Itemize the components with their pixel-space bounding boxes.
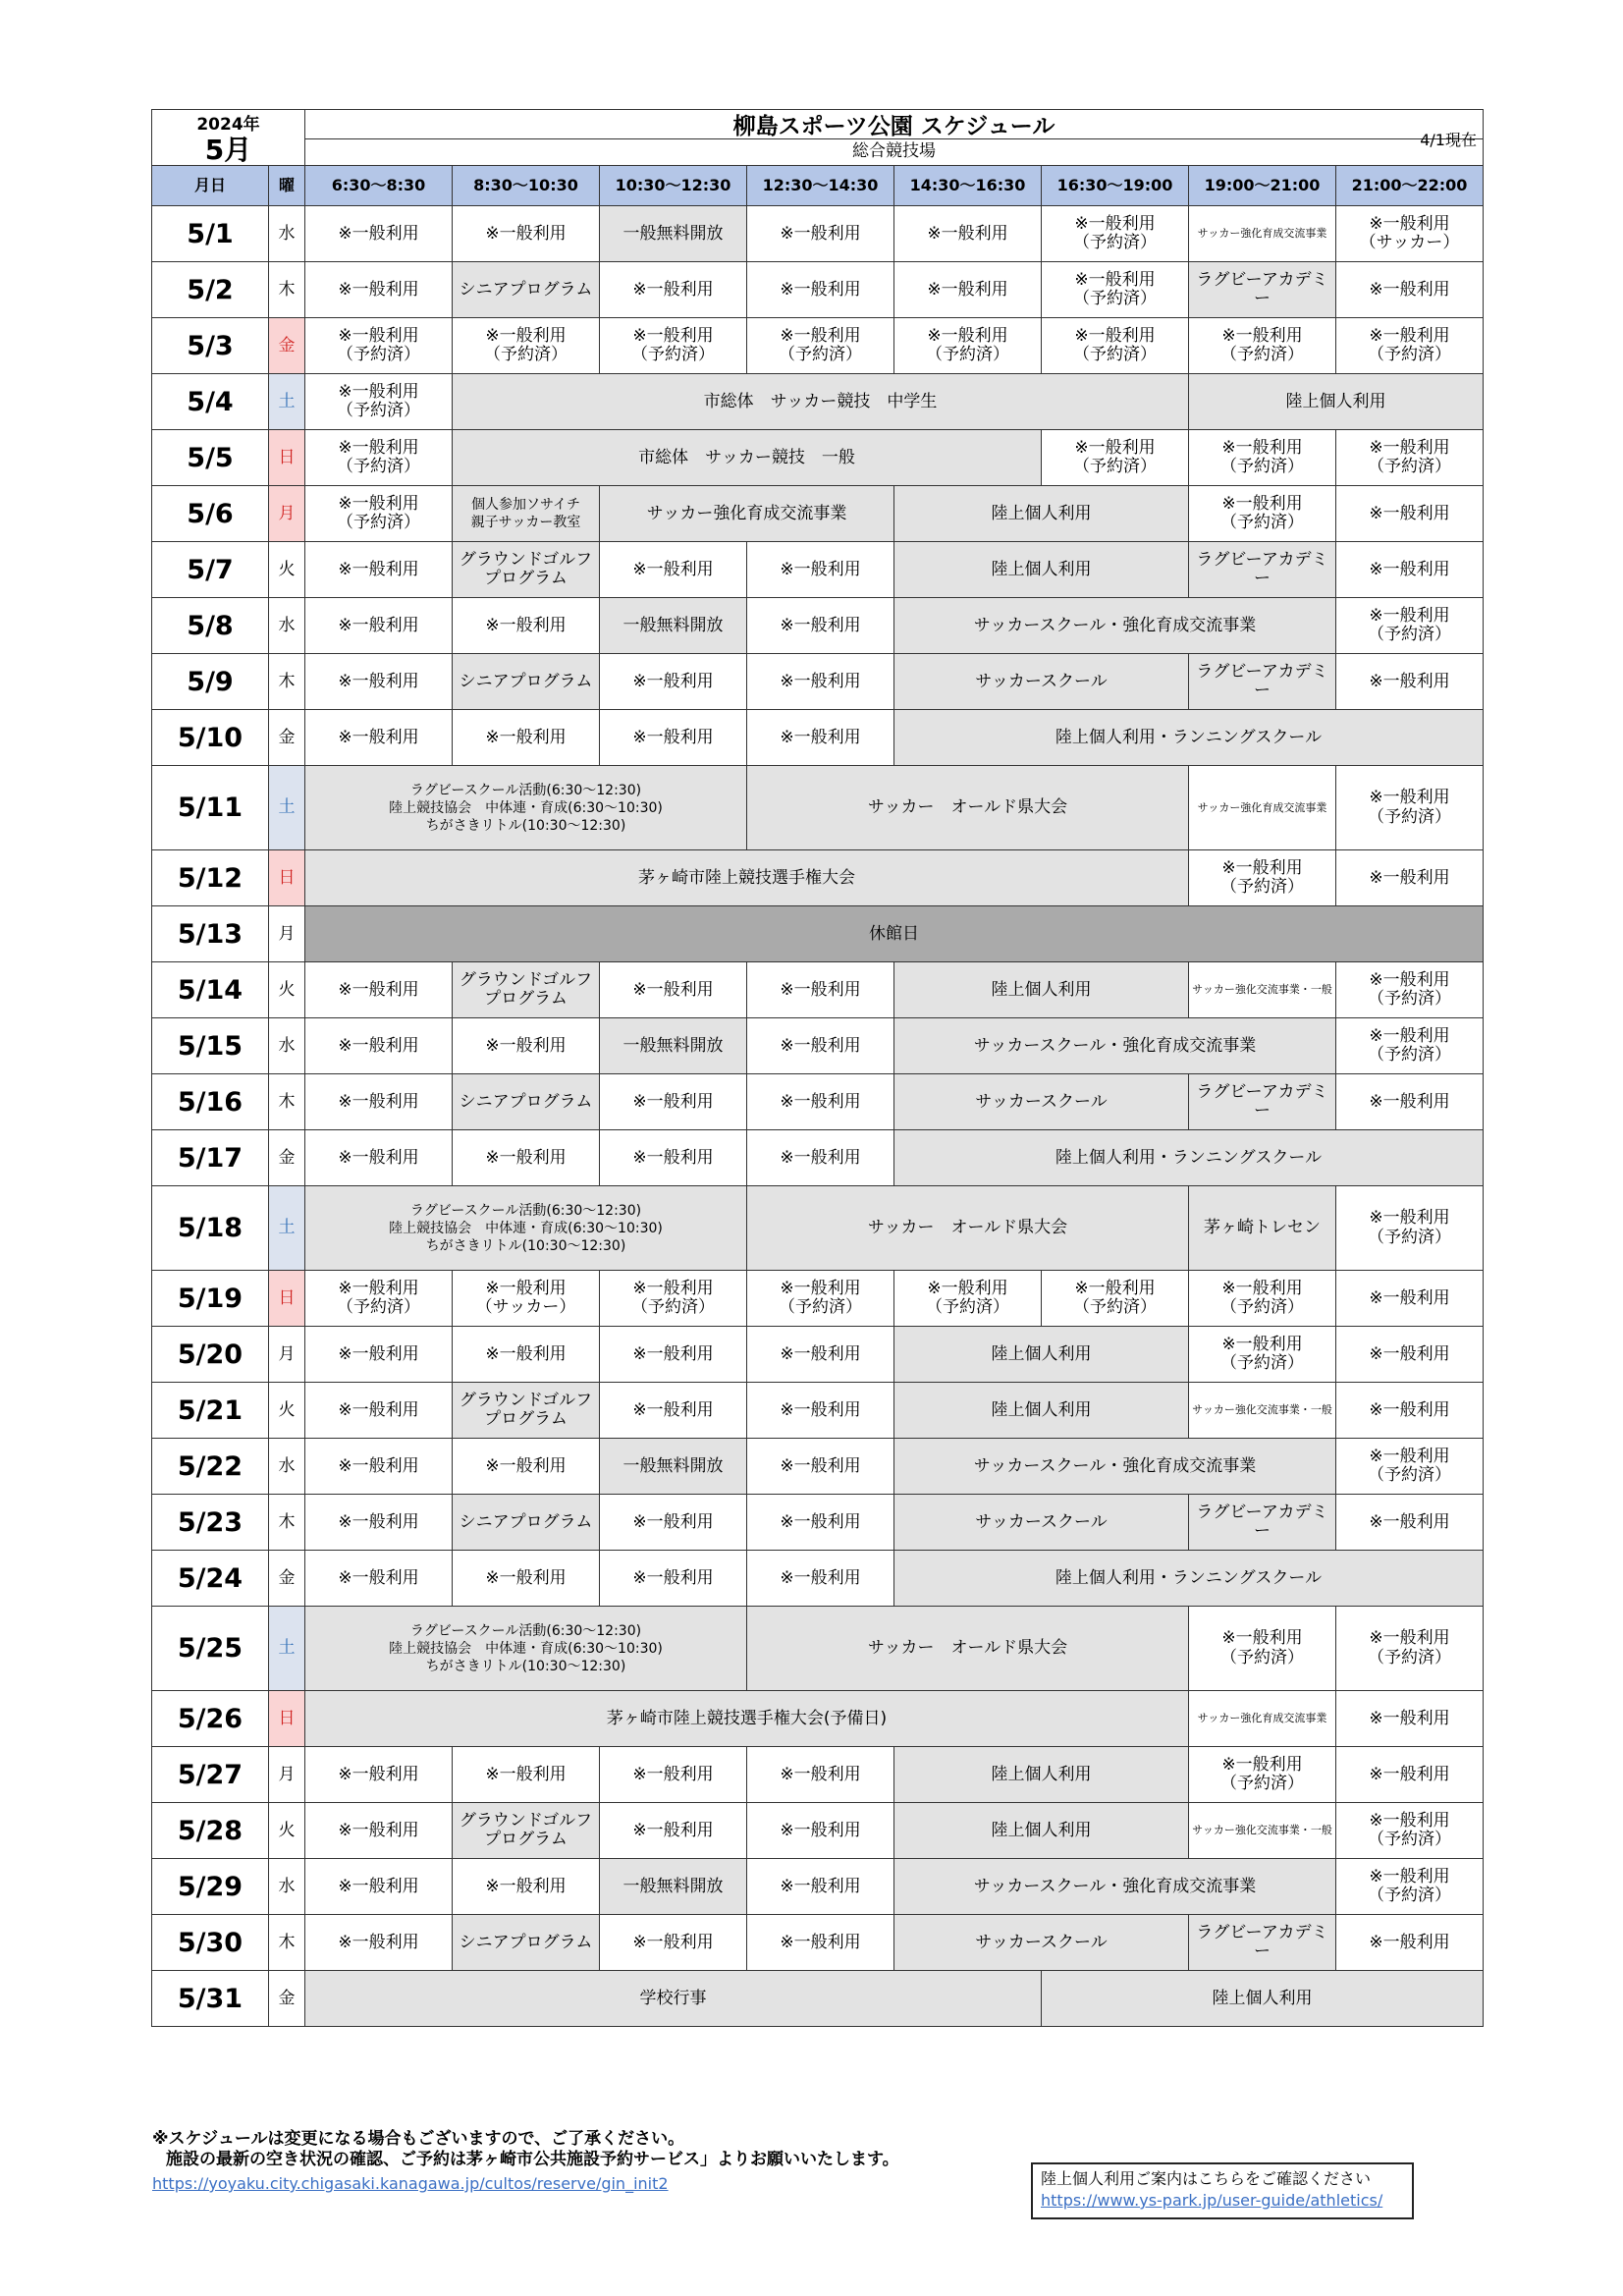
schedule-row [152, 1495, 1484, 1551]
date-cell: 5/21 [152, 1383, 269, 1439]
date-cell: 5/26 [152, 1691, 269, 1747]
year-label: 2024年 [196, 115, 260, 135]
schedule-row [152, 710, 1484, 766]
column-header: 12:30～14:30 [747, 166, 894, 206]
schedule-table [151, 109, 1484, 2027]
date-cell: 5/19 [152, 1271, 269, 1327]
weekday-cell: 火 [269, 542, 305, 598]
weekday-cell: 木 [269, 262, 305, 318]
schedule-cell: ※一般利用 [305, 1747, 453, 1803]
date-cell: 5/2 [152, 262, 269, 318]
note-reservation: 施設の最新の空き状況の確認、ご予約は茅ヶ崎市公共施設予約サービス」よりお願いいたします。 [166, 2150, 899, 2169]
schedule-cell: ※一般利用 [600, 262, 747, 318]
schedule-cell: 陸上個人利用・ランニングスクール [894, 1551, 1484, 1607]
schedule-cell: ※一般利用 [453, 1130, 600, 1186]
schedule-cell: サッカースクール [894, 1074, 1189, 1130]
date-cell: 5/8 [152, 598, 269, 654]
schedule-cell: シニアプログラム [453, 1495, 600, 1551]
schedule-cell: ※一般利用 （予約済） [1042, 1271, 1189, 1327]
weekday-cell: 土 [269, 766, 305, 850]
column-header: 14:30～16:30 [894, 166, 1042, 206]
date-cell: 5/10 [152, 710, 269, 766]
schedule-cell: 陸上個人利用 [894, 1383, 1189, 1439]
schedule-cell: 市総体 サッカー競技 中学生 [453, 374, 1189, 430]
schedule-cell: ※一般利用 （予約済） [1189, 1271, 1336, 1327]
schedule-cell: ※一般利用 （予約済） [1189, 318, 1336, 374]
schedule-cell: ※一般利用 [1336, 1691, 1484, 1747]
schedule-cell: ※一般利用 [894, 206, 1042, 262]
schedule-cell: 学校行事 [305, 1971, 1042, 2027]
schedule-cell: ※一般利用 [600, 1327, 747, 1383]
column-header: 月日 [152, 166, 269, 206]
schedule-cell: ※一般利用 （予約済） [1336, 1803, 1484, 1859]
schedule-cell: 茅ヶ崎市陸上競技選手権大会 [305, 850, 1189, 906]
column-header: 10:30～12:30 [600, 166, 747, 206]
schedule-row [152, 598, 1484, 654]
schedule-cell: ※一般利用 （予約済） [1336, 1186, 1484, 1271]
schedule-cell: 市総体 サッカー競技 一般 [453, 430, 1042, 486]
schedule-row [152, 1383, 1484, 1439]
weekday-cell: 月 [269, 906, 305, 962]
schedule-cell: ※一般利用 [747, 206, 894, 262]
schedule-cell: ※一般利用 [305, 654, 453, 710]
date-cell: 5/3 [152, 318, 269, 374]
weekday-cell: 水 [269, 1018, 305, 1074]
schedule-cell: ※一般利用 [747, 1074, 894, 1130]
schedule-cell: ※一般利用 [1336, 1271, 1484, 1327]
weekday-cell: 日 [269, 850, 305, 906]
schedule-cell: ※一般利用 [1336, 1915, 1484, 1971]
column-header: 19:00～21:00 [1189, 166, 1336, 206]
notes-block [152, 2129, 1016, 2195]
schedule-cell: ※一般利用 [747, 1439, 894, 1495]
schedule-cell: サッカー強化育成交流事業 [1189, 1691, 1336, 1747]
schedule-cell: ※一般利用 （予約済） [1336, 1439, 1484, 1495]
schedule-cell: ※一般利用 （予約済） [1336, 1018, 1484, 1074]
schedule-cell: ※一般利用 [747, 1915, 894, 1971]
schedule-cell: 一般無料開放 [600, 1439, 747, 1495]
schedule-cell: サッカースクール・強化育成交流事業 [894, 1439, 1336, 1495]
schedule-cell: ※一般利用 [747, 1383, 894, 1439]
schedule-cell: ※一般利用 [1336, 1074, 1484, 1130]
schedule-cell: ※一般利用 （予約済） [305, 430, 453, 486]
schedule-cell: ※一般利用 （予約済） [1336, 1859, 1484, 1915]
schedule-cell: ラグビーアカデミー [1189, 542, 1336, 598]
schedule-cell: グラウンドゴルフ プログラム [453, 962, 600, 1018]
month-label: 5月 [204, 133, 252, 166]
weekday-cell: 月 [269, 486, 305, 542]
schedule-row [152, 542, 1484, 598]
schedule-cell: ※一般利用 [894, 262, 1042, 318]
date-cell: 5/18 [152, 1186, 269, 1271]
schedule-cell: 陸上個人利用 [894, 1747, 1189, 1803]
weekday-cell: 火 [269, 1383, 305, 1439]
schedule-cell: ※一般利用 （予約済） [453, 318, 600, 374]
schedule-row [152, 1130, 1484, 1186]
schedule-cell: サッカースクール・強化育成交流事業 [894, 598, 1336, 654]
weekday-cell: 金 [269, 318, 305, 374]
schedule-cell: サッカー強化交流事業・一般 [1189, 1803, 1336, 1859]
schedule-row [152, 1439, 1484, 1495]
schedule-cell: 一般無料開放 [600, 206, 747, 262]
schedule-cell: ※一般利用 [305, 1130, 453, 1186]
info-box-label: 陸上個人利用ご案内はこちらをご確認ください [1041, 2169, 1372, 2188]
weekday-cell: 日 [269, 1691, 305, 1747]
schedule-cell: ※一般利用 （予約済） [747, 1271, 894, 1327]
weekday-cell: 火 [269, 1803, 305, 1859]
column-header: 曜 [269, 166, 305, 206]
schedule-cell: シニアプログラム [453, 1915, 600, 1971]
schedule-cell: ※一般利用 [453, 1018, 600, 1074]
schedule-cell: シニアプログラム [453, 1074, 600, 1130]
date-cell: 5/9 [152, 654, 269, 710]
date-cell: 5/5 [152, 430, 269, 486]
schedule-cell: ※一般利用 [305, 1495, 453, 1551]
schedule-cell: ※一般利用 [453, 1439, 600, 1495]
weekday-cell: 木 [269, 1495, 305, 1551]
schedule-cell: ※一般利用 （予約済） [305, 1271, 453, 1327]
weekday-cell: 水 [269, 598, 305, 654]
schedule-cell: ※一般利用 （予約済） [1336, 766, 1484, 850]
schedule-cell: 茅ヶ崎市陸上競技選手権大会(予備日) [305, 1691, 1189, 1747]
schedule-cell: 一般無料開放 [600, 598, 747, 654]
schedule-cell: ※一般利用 [747, 1018, 894, 1074]
weekday-cell: 木 [269, 1074, 305, 1130]
schedule-cell: ※一般利用 [305, 962, 453, 1018]
weekday-cell: 木 [269, 1915, 305, 1971]
schedule-row [152, 1747, 1484, 1803]
schedule-cell: ※一般利用 （サッカー） [453, 1271, 600, 1327]
schedule-cell: ※一般利用 （予約済） [1042, 318, 1189, 374]
weekday-cell: 土 [269, 1607, 305, 1691]
schedule-cell: ※一般利用 [305, 206, 453, 262]
schedule-cell: ラグビーアカデミー [1189, 262, 1336, 318]
schedule-cell: 茅ヶ崎トレセン [1189, 1186, 1336, 1271]
schedule-cell: シニアプログラム [453, 654, 600, 710]
schedule-cell: ※一般利用 （予約済） [894, 318, 1042, 374]
date-cell: 5/28 [152, 1803, 269, 1859]
schedule-cell: ※一般利用 （予約済） [1336, 430, 1484, 486]
column-header: 6:30～8:30 [305, 166, 453, 206]
schedule-row [152, 1971, 1484, 2027]
schedule-cell: ※一般利用 （予約済） [305, 486, 453, 542]
schedule-cell: ※一般利用 [305, 710, 453, 766]
schedule-cell: ※一般利用 （予約済） [1042, 262, 1189, 318]
schedule-row [152, 1074, 1484, 1130]
schedule-cell: ※一般利用 [747, 542, 894, 598]
date-cell: 5/20 [152, 1327, 269, 1383]
schedule-cell: サッカー オールド県大会 [747, 1607, 1189, 1691]
date-cell: 5/7 [152, 542, 269, 598]
schedule-cell: 個人参加ソサイチ 親子サッカー教室 [453, 486, 600, 542]
schedule-cell: ※一般利用 （予約済） [1189, 1747, 1336, 1803]
schedule-cell: ※一般利用 [453, 1747, 600, 1803]
schedule-cell: サッカースクール・強化育成交流事業 [894, 1018, 1336, 1074]
schedule-cell: 陸上個人利用 [894, 1327, 1189, 1383]
schedule-cell: ※一般利用 （予約済） [1336, 962, 1484, 1018]
schedule-row [152, 1186, 1484, 1271]
weekday-cell: 月 [269, 1327, 305, 1383]
schedule-cell: ※一般利用 [1336, 654, 1484, 710]
schedule-cell: ※一般利用 [747, 1551, 894, 1607]
schedule-cell: ※一般利用 [453, 206, 600, 262]
date-cell: 5/22 [152, 1439, 269, 1495]
venue-label: 総合競技場 [305, 139, 1484, 166]
schedule-cell: ※一般利用 [1336, 486, 1484, 542]
as-of-date: 4/1現在 [1420, 131, 1477, 149]
date-cell: 5/13 [152, 906, 269, 962]
schedule-cell: 陸上個人利用 [894, 1803, 1189, 1859]
weekday-cell: 月 [269, 1747, 305, 1803]
schedule-cell: ラグビースクール活動(6:30～12:30) 陸上競技協会 中体連・育成(6:30～10:30) ちがさきリトル(10:30～12:30) [305, 766, 747, 850]
year-month-cell [152, 110, 305, 166]
schedule-row [152, 262, 1484, 318]
date-cell: 5/4 [152, 374, 269, 430]
schedule-cell: ※一般利用 [1336, 262, 1484, 318]
date-cell: 5/1 [152, 206, 269, 262]
schedule-cell: 陸上個人利用 [1042, 1971, 1484, 2027]
date-cell: 5/11 [152, 766, 269, 850]
schedule-row [152, 962, 1484, 1018]
date-cell: 5/15 [152, 1018, 269, 1074]
schedule-cell: ※一般利用 [747, 598, 894, 654]
schedule-cell: ※一般利用 （予約済） [894, 1271, 1042, 1327]
schedule-cell: ※一般利用 [600, 1074, 747, 1130]
schedule-cell: ※一般利用 （予約済） [1336, 318, 1484, 374]
schedule-cell: ※一般利用 [1336, 1383, 1484, 1439]
schedule-cell: ラグビーアカデミー [1189, 1074, 1336, 1130]
schedule-cell: ※一般利用 [453, 710, 600, 766]
weekday-cell: 水 [269, 1439, 305, 1495]
schedule-row [152, 1327, 1484, 1383]
schedule-cell: 陸上個人利用 [1189, 374, 1484, 430]
schedule-row [152, 318, 1484, 374]
schedule-cell: ※一般利用 [747, 710, 894, 766]
schedule-cell: ※一般利用 [305, 598, 453, 654]
schedule-cell: ※一般利用 [305, 542, 453, 598]
schedule-cell: ※一般利用 [600, 962, 747, 1018]
schedule-cell: ※一般利用 （予約済） [747, 318, 894, 374]
schedule-row [152, 906, 1484, 962]
schedule-cell: サッカー強化育成交流事業 [600, 486, 894, 542]
schedule-cell: ※一般利用 [600, 1383, 747, 1439]
schedule-cell: ※一般利用 [453, 1859, 600, 1915]
date-cell: 5/29 [152, 1859, 269, 1915]
schedule-row [152, 1551, 1484, 1607]
schedule-cell: ラグビーアカデミー [1189, 1915, 1336, 1971]
weekday-cell: 日 [269, 1271, 305, 1327]
schedule-cell: 陸上個人利用 [894, 542, 1189, 598]
schedule-cell: ※一般利用 [453, 1327, 600, 1383]
weekday-cell: 土 [269, 1186, 305, 1271]
schedule-cell: ※一般利用 [1336, 542, 1484, 598]
schedule-cell: ※一般利用 （予約済） [1189, 430, 1336, 486]
date-cell: 5/24 [152, 1551, 269, 1607]
date-cell: 5/17 [152, 1130, 269, 1186]
weekday-cell: 金 [269, 710, 305, 766]
schedule-cell: ※一般利用 [305, 1859, 453, 1915]
schedule-cell: ※一般利用 （予約済） [1189, 850, 1336, 906]
schedule-cell: ※一般利用 （予約済） [1042, 206, 1189, 262]
schedule-cell: ※一般利用 [1336, 1495, 1484, 1551]
date-cell: 5/27 [152, 1747, 269, 1803]
schedule-cell: ※一般利用 [600, 1495, 747, 1551]
schedule-cell: ※一般利用 （予約済） [600, 1271, 747, 1327]
schedule-cell: サッカースクール [894, 1915, 1189, 1971]
column-header: 21:00～22:00 [1336, 166, 1484, 206]
schedule-row [152, 1691, 1484, 1747]
schedule-cell: サッカー強化交流事業・一般 [1189, 962, 1336, 1018]
weekday-cell: 金 [269, 1551, 305, 1607]
schedule-cell: ※一般利用 [747, 1327, 894, 1383]
schedule-cell: ※一般利用 [305, 1439, 453, 1495]
schedule-cell: ※一般利用 （サッカー） [1336, 206, 1484, 262]
schedule-cell: ラグビーアカデミー [1189, 654, 1336, 710]
schedule-row [152, 486, 1484, 542]
schedule-cell: サッカー強化育成交流事業 [1189, 766, 1336, 850]
date-cell: 5/14 [152, 962, 269, 1018]
schedule-cell: 陸上個人利用 [894, 962, 1189, 1018]
schedule-cell: 一般無料開放 [600, 1859, 747, 1915]
schedule-cell: 一般無料開放 [600, 1018, 747, 1074]
schedule-cell: ※一般利用 [600, 542, 747, 598]
schedule-cell: ※一般利用 [747, 1495, 894, 1551]
schedule-cell: ※一般利用 [1336, 1747, 1484, 1803]
schedule-cell: ラグビーアカデミー [1189, 1495, 1336, 1551]
date-cell: 5/12 [152, 850, 269, 906]
reservation-link[interactable]: https://yoyaku.city.chigasaki.kanagawa.jp/cultos/reserve/gin_init2 [152, 2174, 669, 2193]
schedule-cell: ※一般利用 [747, 1747, 894, 1803]
date-cell: 5/23 [152, 1495, 269, 1551]
schedule-cell: ※一般利用 （予約済） [305, 374, 453, 430]
schedule-cell: グラウンドゴルフ プログラム [453, 542, 600, 598]
weekday-cell: 金 [269, 1971, 305, 2027]
schedule-cell: ※一般利用 [600, 654, 747, 710]
schedule-cell: ※一般利用 [453, 598, 600, 654]
schedule-cell: ※一般利用 [747, 962, 894, 1018]
schedule-cell: ※一般利用 [600, 1915, 747, 1971]
weekday-cell: 金 [269, 1130, 305, 1186]
schedule-cell: ラグビースクール活動(6:30～12:30) 陸上競技協会 中体連・育成(6:30～10:30) ちがさきリトル(10:30～12:30) [305, 1186, 747, 1271]
schedule-cell: ※一般利用 [305, 1018, 453, 1074]
weekday-cell: 火 [269, 962, 305, 1018]
schedule-cell: 陸上個人利用・ランニングスクール [894, 710, 1484, 766]
date-cell: 5/25 [152, 1607, 269, 1691]
schedule-cell: サッカースクール [894, 1495, 1189, 1551]
info-box [1031, 2162, 1414, 2219]
schedule-cell: グラウンドゴルフ プログラム [453, 1803, 600, 1859]
schedule-row [152, 850, 1484, 906]
schedule-cell: ※一般利用 [747, 1130, 894, 1186]
weekday-cell: 木 [269, 654, 305, 710]
schedule-row [152, 430, 1484, 486]
schedule-cell: ※一般利用 （予約済） [1336, 598, 1484, 654]
schedule-cell: ※一般利用 [600, 1551, 747, 1607]
column-header: 16:30～19:00 [1042, 166, 1189, 206]
schedule-cell: ※一般利用 [1336, 1327, 1484, 1383]
page-title: 柳島スポーツ公園 スケジュール [732, 114, 1055, 139]
weekday-cell: 土 [269, 374, 305, 430]
schedule-cell: ※一般利用 [747, 1859, 894, 1915]
schedule-row [152, 1859, 1484, 1915]
schedule-cell: ※一般利用 [305, 262, 453, 318]
schedule-row [152, 1018, 1484, 1074]
schedule-cell: ※一般利用 （予約済） [600, 318, 747, 374]
schedule-cell: ※一般利用 [600, 1803, 747, 1859]
schedule-cell: ※一般利用 [305, 1327, 453, 1383]
schedule-cell: サッカースクール [894, 654, 1189, 710]
schedule-cell: ※一般利用 [747, 262, 894, 318]
schedule-row [152, 1607, 1484, 1691]
date-cell: 5/30 [152, 1915, 269, 1971]
schedule-row [152, 374, 1484, 430]
schedule-row [152, 1915, 1484, 1971]
date-cell: 5/16 [152, 1074, 269, 1130]
schedule-cell: ※一般利用 [600, 1130, 747, 1186]
schedule-cell: ラグビースクール活動(6:30～12:30) 陸上競技協会 中体連・育成(6:30～10:30) ちがさきリトル(10:30～12:30) [305, 1607, 747, 1691]
schedule-cell: ※一般利用 [305, 1074, 453, 1130]
schedule-cell: グラウンドゴルフ プログラム [453, 1383, 600, 1439]
schedule-cell: ※一般利用 [305, 1803, 453, 1859]
schedule-cell: サッカースクール・強化育成交流事業 [894, 1859, 1336, 1915]
schedule-cell: サッカー オールド県大会 [747, 1186, 1189, 1271]
schedule-cell: ※一般利用 （予約済） [305, 318, 453, 374]
note-schedule-change: ※スケジュールは変更になる場合もございますので、ご了承ください。 [152, 2129, 685, 2149]
schedule-cell: ※一般利用 [305, 1915, 453, 1971]
schedule-row [152, 654, 1484, 710]
weekday-cell: 日 [269, 430, 305, 486]
schedule-cell: ※一般利用 [600, 710, 747, 766]
schedule-cell: 陸上個人利用・ランニングスクール [894, 1130, 1484, 1186]
schedule-cell: ※一般利用 （予約済） [1042, 430, 1189, 486]
schedule-row [152, 1803, 1484, 1859]
schedule-cell: サッカー オールド県大会 [747, 766, 1189, 850]
schedule-cell: ※一般利用 （予約済） [1189, 486, 1336, 542]
schedule-cell: サッカー強化育成交流事業 [1189, 206, 1336, 262]
schedule-row [152, 206, 1484, 262]
schedule-cell: ※一般利用 [1336, 850, 1484, 906]
athletics-guide-link[interactable]: https://www.ys-park.jp/user-guide/athletics/ [1041, 2191, 1383, 2210]
column-header: 8:30～10:30 [453, 166, 600, 206]
schedule-cell: ※一般利用 （予約済） [1189, 1327, 1336, 1383]
date-cell: 5/6 [152, 486, 269, 542]
date-cell: 5/31 [152, 1971, 269, 2027]
schedule-cell: ※一般利用 [747, 1803, 894, 1859]
schedule-cell: 陸上個人利用 [894, 486, 1189, 542]
weekday-cell: 水 [269, 1859, 305, 1915]
schedule-cell: シニアプログラム [453, 262, 600, 318]
schedule-cell: ※一般利用 （予約済） [1189, 1607, 1336, 1691]
schedule-row [152, 1271, 1484, 1327]
schedule-row [152, 766, 1484, 850]
weekday-cell: 水 [269, 206, 305, 262]
schedule-cell: サッカー強化交流事業・一般 [1189, 1383, 1336, 1439]
schedule-cell: ※一般利用 （予約済） [1336, 1607, 1484, 1691]
schedule-cell: ※一般利用 [305, 1383, 453, 1439]
schedule-cell: ※一般利用 [600, 1747, 747, 1803]
schedule-cell: ※一般利用 [747, 654, 894, 710]
schedule-cell: 休館日 [305, 906, 1484, 962]
schedule-cell: ※一般利用 [453, 1551, 600, 1607]
title-cell [305, 110, 1484, 149]
schedule-cell: ※一般利用 [305, 1551, 453, 1607]
